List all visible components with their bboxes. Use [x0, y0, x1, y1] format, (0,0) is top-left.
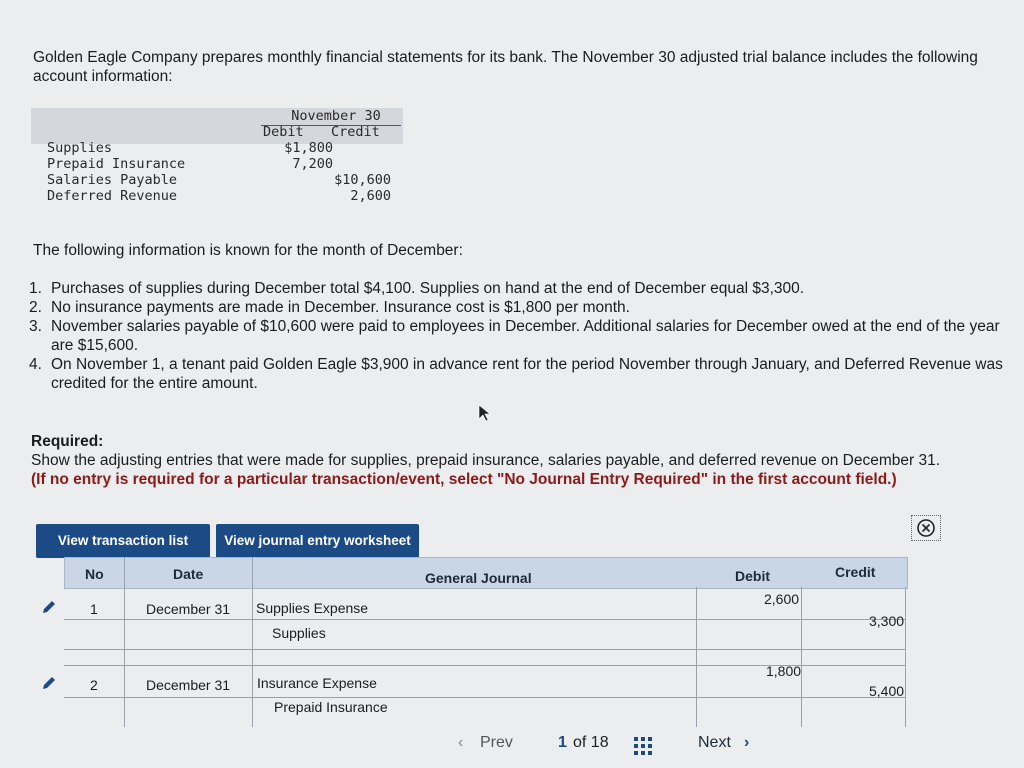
trial-balance-row	[47, 156, 403, 172]
col-date: Date	[173, 566, 204, 582]
col-credit: Credit	[835, 564, 876, 580]
entry-date: December 31	[146, 601, 231, 617]
credit-amount[interactable]: 3,300	[869, 613, 905, 629]
trial-balance-date: November 30	[291, 108, 381, 124]
entry-date: December 31	[146, 677, 231, 693]
edit-pencil-icon[interactable]	[40, 674, 58, 692]
tb-account: Prepaid Insurance	[47, 156, 186, 172]
grid-line	[64, 649, 906, 650]
list-item	[29, 298, 1008, 317]
december-items	[29, 279, 1008, 393]
entry-number: 2	[90, 677, 98, 693]
tb-credit: $10,600	[334, 172, 391, 188]
trial-balance-credit-label: Credit	[331, 124, 380, 140]
debit-account[interactable]: Supplies Expense	[256, 600, 369, 616]
trial-balance-row	[47, 140, 403, 156]
required-title: Required:	[31, 433, 104, 450]
trial-balance	[31, 106, 403, 208]
tb-account: Salaries Payable	[47, 172, 178, 188]
item-number: 2.	[29, 299, 42, 316]
item-number: 4.	[29, 356, 42, 373]
grid-line	[696, 587, 697, 727]
required-text: Show the adjusting entries that were made for supplies, prepaid insurance, salaries payable, and deferred revenue on December 31.	[31, 452, 941, 469]
col-debit: Debit	[735, 568, 770, 584]
tb-account: Deferred Revenue	[47, 188, 178, 204]
debit-account[interactable]: Insurance Expense	[257, 675, 377, 691]
trial-balance-debit-label: Debit	[263, 124, 304, 140]
credit-account[interactable]: Supplies	[272, 625, 326, 641]
item-text: No insurance payments are made in December. Insurance cost is $1,800 per month.	[51, 299, 630, 316]
prev-chevron-icon[interactable]: ‹	[458, 734, 464, 751]
item-text: On November 1, a tenant paid Golden Eagle $3,900 in advance rent for the period November through January, and Deferred Revenue was credited for the entire amount.	[51, 356, 1003, 392]
tb-credit: 2,600	[350, 188, 391, 204]
trial-balance-row	[47, 188, 403, 204]
grid-line	[905, 587, 906, 727]
required-warning: (If no entry is required for a particular transaction/event, select "No Journal Entry Required" in the first account field.)	[31, 471, 897, 488]
credit-account[interactable]: Prepaid Insurance	[274, 699, 388, 715]
view-transaction-list-button[interactable]: View transaction list	[36, 524, 210, 558]
col-general-journal: General Journal	[425, 570, 532, 586]
debit-amount[interactable]: 1,800	[766, 663, 802, 679]
page-current: 1	[558, 734, 567, 751]
list-item	[29, 279, 1008, 298]
trial-balance-row	[47, 172, 403, 188]
problem-intro: Golden Eagle Company prepares monthly financial statements for its bank. The November 30 adjusted trial balance includes the following account information:	[33, 49, 978, 85]
grid-line	[252, 557, 253, 727]
next-chevron-icon[interactable]: ›	[744, 734, 750, 751]
tb-account: Supplies	[47, 140, 113, 156]
next-button[interactable]: Next	[698, 734, 731, 751]
december-intro: The following information is known for the month of December:	[33, 242, 463, 259]
debit-amount[interactable]: 2,600	[764, 591, 800, 607]
general-journal-table	[64, 557, 906, 727]
grid-line	[124, 557, 125, 727]
view-journal-entry-worksheet-button[interactable]: View journal entry worksheet	[216, 524, 419, 558]
col-no: No	[85, 566, 104, 582]
close-button[interactable]	[911, 515, 941, 541]
mouse-cursor-icon	[478, 404, 492, 422]
grid-line	[64, 697, 906, 698]
item-number: 1.	[29, 280, 42, 297]
tb-debit: $1,800	[284, 140, 333, 156]
grid-line	[64, 619, 906, 620]
item-text: November salaries payable of $10,600 were paid to employees in December. Additional salaries for December owed at the end of the year are $15,600.	[51, 318, 1000, 354]
entry-number: 1	[90, 601, 98, 617]
edit-pencil-icon[interactable]	[40, 598, 58, 616]
item-text: Purchases of supplies during December total $4,100. Supplies on hand at the end of December equal $3,300.	[51, 280, 805, 297]
journal-header	[64, 557, 908, 589]
required-section	[31, 432, 1001, 489]
list-item	[29, 355, 1008, 393]
prev-button[interactable]: Prev	[480, 734, 513, 751]
item-number: 3.	[29, 318, 42, 335]
grid-line	[801, 587, 802, 727]
grid-icon[interactable]	[634, 737, 652, 755]
tb-debit: 7,200	[292, 156, 333, 172]
list-item	[29, 317, 1008, 355]
close-circle-icon	[916, 518, 936, 538]
credit-amount[interactable]: 5,400	[869, 683, 905, 699]
page-total: of 18	[573, 734, 609, 751]
